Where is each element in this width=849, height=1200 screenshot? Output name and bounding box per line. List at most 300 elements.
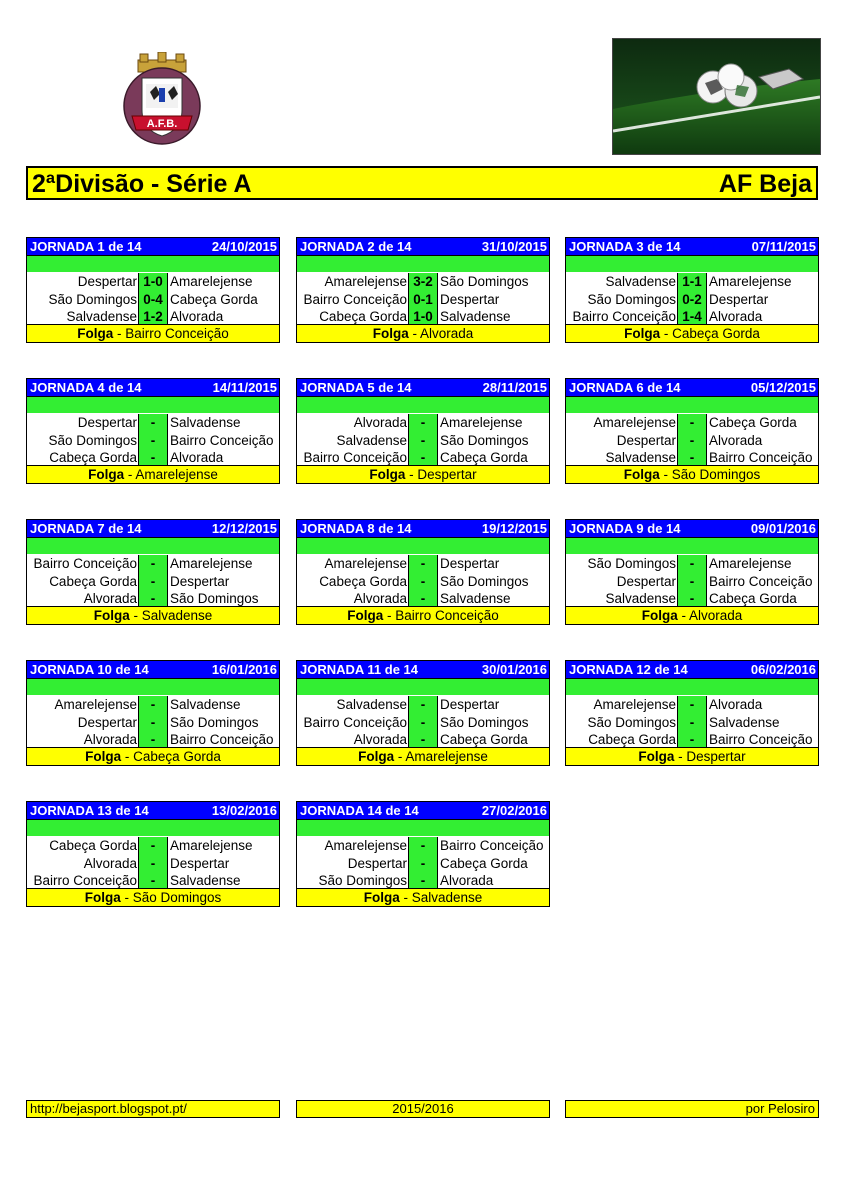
folga-team: Bairro Conceição [125, 326, 229, 341]
round-header [566, 520, 818, 537]
away-team: Alvorada [440, 873, 494, 888]
round-table-12 [565, 660, 819, 766]
folga-label: Folga [85, 749, 122, 764]
round-header [566, 238, 818, 255]
folga-label: Folga [624, 326, 661, 341]
round-label: JORNADA 8 de 14 [300, 521, 412, 536]
away-team: Despertar [709, 291, 769, 307]
round-date: 06/02/2016 [750, 662, 816, 677]
match-score: - [677, 414, 707, 432]
folga-team: São Domingos [132, 890, 222, 905]
folga-separator: - [129, 608, 142, 623]
away-team: Alvorada [170, 450, 224, 465]
match-score: - [408, 837, 438, 855]
logo-text: A.F.B. [146, 118, 178, 130]
round-header [297, 520, 549, 537]
match-row [297, 855, 549, 873]
round-table-4 [26, 378, 280, 484]
away-team: Bairro Conceição [440, 838, 544, 853]
away-team: Despertar [440, 697, 500, 712]
folga-separator: - [120, 890, 133, 905]
round-spacer [297, 537, 549, 554]
round-label: JORNADA 3 de 14 [569, 239, 681, 254]
home-team: Despertar [77, 415, 137, 430]
match-score: - [408, 696, 438, 714]
away-team: Salvadense [440, 309, 511, 324]
away-team: Salvadense [170, 415, 241, 430]
round-date: 31/10/2015 [481, 239, 547, 254]
footer-url-text[interactable]: http://bejasport.blogspot.pt/ [30, 1101, 187, 1116]
round-table-6 [565, 378, 819, 484]
match-score: - [138, 573, 168, 591]
round-header [27, 802, 279, 819]
match-row [566, 273, 818, 291]
match-score: 0-4 [138, 291, 168, 309]
round-table-7 [26, 519, 280, 625]
away-team: Amarelejense [709, 274, 792, 289]
round-label: JORNADA 10 de 14 [30, 662, 149, 677]
footer-author-text: por Pelosiro [745, 1101, 815, 1116]
round-table-10 [26, 660, 280, 766]
round-header [27, 238, 279, 255]
round-spacer [566, 537, 818, 554]
folga-separator: - [405, 467, 418, 482]
home-team: Bairro Conceição [303, 450, 407, 465]
round-spacer [297, 255, 549, 272]
round-date: 30/01/2016 [481, 662, 547, 677]
round-table-9 [565, 519, 819, 625]
round-label: JORNADA 5 de 14 [300, 380, 412, 395]
folga-separator: - [124, 467, 136, 482]
away-team: Cabeça Gorda [170, 291, 258, 307]
folga-label: Folga [369, 467, 406, 482]
folga-team: Salvadense [141, 608, 213, 623]
home-team: Amarelejense [54, 697, 137, 712]
round-date: 24/10/2015 [211, 239, 277, 254]
folga-row [27, 888, 279, 906]
match-score: - [138, 837, 168, 855]
round-table-5 [296, 378, 550, 484]
folga-separator: - [383, 608, 396, 623]
home-team: Alvorada [83, 855, 137, 871]
match-row [566, 449, 818, 467]
away-team: Bairro Conceição [709, 450, 813, 465]
match-row [27, 308, 279, 326]
folga-row [297, 747, 549, 765]
home-team: Cabeça Gorda [49, 838, 137, 853]
match-score: - [408, 590, 438, 608]
round-header [566, 661, 818, 678]
folga-separator: - [659, 467, 672, 482]
folga-separator: - [394, 749, 406, 764]
folga-label: Folga [347, 608, 384, 623]
match-score: 0-1 [408, 291, 438, 309]
match-score: - [138, 872, 168, 890]
away-team: Cabeça Gorda [709, 415, 797, 430]
folga-label: Folga [641, 608, 678, 623]
folga-row [566, 747, 818, 765]
match-score: - [138, 731, 168, 749]
match-row [566, 590, 818, 608]
home-team: Despertar [77, 274, 137, 289]
match-score: - [677, 555, 707, 573]
round-spacer [27, 537, 279, 554]
folga-separator: - [660, 326, 673, 341]
match-row [27, 855, 279, 873]
match-row [566, 308, 818, 326]
folga-label: Folga [84, 890, 121, 905]
home-team: Amarelejense [324, 838, 407, 853]
home-team: São Domingos [587, 556, 676, 571]
match-row [566, 555, 818, 573]
match-row [297, 696, 549, 714]
round-label: JORNADA 12 de 14 [569, 662, 688, 677]
match-score: - [138, 696, 168, 714]
away-team: São Domingos [440, 714, 529, 730]
round-label: JORNADA 7 de 14 [30, 521, 142, 536]
home-team: São Domingos [48, 291, 137, 307]
match-score: - [677, 590, 707, 608]
footer-author [565, 1100, 819, 1118]
away-team: Alvorada [709, 432, 763, 448]
round-label: JORNADA 9 de 14 [569, 521, 681, 536]
away-team: São Domingos [440, 432, 529, 448]
folga-label: Folga [372, 326, 409, 341]
match-score: 3-2 [408, 273, 438, 291]
match-score: - [408, 731, 438, 749]
match-score: - [677, 432, 707, 450]
footer-season [296, 1100, 550, 1118]
away-team: Amarelejense [170, 556, 253, 571]
folga-row [27, 324, 279, 342]
round-header [566, 379, 818, 396]
round-spacer [297, 678, 549, 695]
round-spacer [297, 396, 549, 413]
match-row [566, 714, 818, 732]
match-score: - [677, 573, 707, 591]
away-team: São Domingos [440, 573, 529, 589]
match-row [297, 449, 549, 467]
round-table-2 [296, 237, 550, 343]
folga-label: Folga [638, 749, 675, 764]
folga-team: Amarelejense [405, 749, 488, 764]
home-team: Despertar [77, 714, 137, 730]
match-row [297, 273, 549, 291]
match-row [27, 872, 279, 890]
home-team: Bairro Conceição [572, 309, 676, 324]
folga-label: Folga [93, 608, 130, 623]
match-score: 1-0 [138, 273, 168, 291]
folga-team: Amarelejense [135, 467, 218, 482]
round-date: 09/01/2016 [750, 521, 816, 536]
match-row [297, 590, 549, 608]
match-score: - [138, 432, 168, 450]
round-label: JORNADA 14 de 14 [300, 803, 419, 818]
folga-team: Despertar [686, 749, 746, 764]
match-score: 0-2 [677, 291, 707, 309]
away-team: Despertar [440, 556, 500, 571]
home-team: Despertar [347, 855, 407, 871]
match-score: - [408, 573, 438, 591]
folga-row [27, 606, 279, 624]
round-spacer [27, 819, 279, 836]
folga-team: Salvadense [411, 890, 483, 905]
title-bar [26, 166, 818, 200]
folga-team: Alvorada [419, 326, 474, 341]
match-row [297, 731, 549, 749]
away-team: São Domingos [170, 591, 259, 606]
round-date: 12/12/2015 [211, 521, 277, 536]
match-score: - [408, 872, 438, 890]
home-team: Cabeça Gorda [588, 732, 676, 747]
round-spacer [27, 396, 279, 413]
home-team: Cabeça Gorda [319, 573, 407, 589]
footer-season-text: 2015/2016 [392, 1101, 454, 1116]
match-row [27, 432, 279, 450]
folga-row [566, 324, 818, 342]
footer-url[interactable] [26, 1100, 280, 1118]
round-table-8 [296, 519, 550, 625]
home-team: Alvorada [353, 591, 407, 606]
away-team: Salvadense [709, 714, 780, 730]
folga-label: Folga [358, 749, 395, 764]
match-row [27, 731, 279, 749]
association-name: AF Beja [718, 170, 812, 198]
folga-row [566, 606, 818, 624]
match-score: 1-4 [677, 308, 707, 326]
home-team: Alvorada [353, 732, 407, 747]
round-label: JORNADA 6 de 14 [569, 380, 681, 395]
match-row [27, 555, 279, 573]
round-label: JORNADA 4 de 14 [30, 380, 142, 395]
home-team: Amarelejense [324, 556, 407, 571]
round-table-3 [565, 237, 819, 343]
match-row [297, 291, 549, 309]
match-row [297, 432, 549, 450]
folga-label: Folga [77, 326, 114, 341]
match-score: - [138, 855, 168, 873]
match-row [566, 414, 818, 432]
home-team: Salvadense [66, 309, 137, 324]
away-team: São Domingos [440, 274, 529, 289]
away-team: Amarelejense [440, 415, 523, 430]
round-table-13 [26, 801, 280, 907]
round-date: 28/11/2015 [482, 380, 547, 395]
away-team: Bairro Conceição [170, 732, 274, 747]
match-row [27, 449, 279, 467]
home-team: Bairro Conceição [303, 291, 407, 307]
round-label: JORNADA 13 de 14 [30, 803, 149, 818]
round-date: 05/12/2015 [750, 380, 816, 395]
round-header [27, 379, 279, 396]
folga-row [297, 888, 549, 906]
home-team: Bairro Conceição [33, 873, 137, 888]
match-row [566, 573, 818, 591]
match-score: 1-1 [677, 273, 707, 291]
home-team: Cabeça Gorda [319, 309, 407, 324]
home-team: São Domingos [587, 291, 676, 307]
match-row [566, 291, 818, 309]
round-table-1 [26, 237, 280, 343]
afb-crest-logo [118, 52, 206, 146]
match-row [297, 573, 549, 591]
round-date: 14/11/2015 [212, 380, 277, 395]
home-team: Despertar [616, 573, 676, 589]
folga-label: Folga [88, 467, 125, 482]
match-score: - [138, 449, 168, 467]
round-spacer [566, 678, 818, 695]
round-spacer [27, 255, 279, 272]
round-header [297, 379, 549, 396]
football-photo [612, 38, 821, 155]
away-team: Bairro Conceição [709, 573, 813, 589]
folga-team: Alvorada [688, 608, 743, 623]
match-score: - [677, 449, 707, 467]
home-team: Salvadense [605, 591, 676, 606]
match-score: - [677, 696, 707, 714]
match-score: - [408, 414, 438, 432]
home-team: Amarelejense [593, 697, 676, 712]
away-team: Amarelejense [170, 274, 253, 289]
match-row [297, 308, 549, 326]
round-date: 13/02/2016 [211, 803, 277, 818]
folga-separator: - [121, 749, 134, 764]
folga-team: Bairro Conceição [395, 608, 499, 623]
folga-separator: - [399, 890, 412, 905]
round-header [27, 520, 279, 537]
round-label: JORNADA 2 de 14 [300, 239, 412, 254]
match-score: - [138, 555, 168, 573]
away-team: Cabeça Gorda [709, 591, 797, 606]
round-header [297, 802, 549, 819]
folga-row [566, 465, 818, 483]
folga-team: Cabeça Gorda [672, 326, 760, 341]
match-row [27, 590, 279, 608]
match-row [566, 731, 818, 749]
round-label: JORNADA 1 de 14 [30, 239, 142, 254]
away-team: Cabeça Gorda [440, 855, 528, 871]
away-team: Despertar [170, 855, 230, 871]
folga-team: Cabeça Gorda [133, 749, 221, 764]
folga-separator: - [113, 326, 126, 341]
round-spacer [566, 396, 818, 413]
home-team: Salvadense [605, 450, 676, 465]
folga-separator: - [674, 749, 687, 764]
match-row [27, 273, 279, 291]
division-title: 2ªDivisão - Série A [32, 170, 252, 198]
home-team: São Domingos [48, 432, 137, 448]
folga-team: Despertar [417, 467, 477, 482]
folga-separator: - [677, 608, 689, 623]
folga-row [297, 324, 549, 342]
folga-team: São Domingos [671, 467, 761, 482]
round-spacer [566, 255, 818, 272]
match-row [27, 696, 279, 714]
home-team: Cabeça Gorda [49, 450, 137, 465]
match-row [297, 555, 549, 573]
match-row [27, 414, 279, 432]
match-score: - [677, 714, 707, 732]
match-score: - [408, 855, 438, 873]
round-header [297, 661, 549, 678]
home-team: Alvorada [83, 591, 137, 606]
round-label: JORNADA 11 de 14 [300, 662, 419, 677]
match-row [297, 872, 549, 890]
folga-separator: - [408, 326, 420, 341]
match-row [27, 714, 279, 732]
round-date: 07/11/2015 [751, 239, 816, 254]
away-team: Amarelejense [709, 556, 792, 571]
home-team: Bairro Conceição [303, 714, 407, 730]
round-date: 19/12/2015 [481, 521, 547, 536]
match-score: - [408, 555, 438, 573]
round-table-14 [296, 801, 550, 907]
away-team: Cabeça Gorda [440, 732, 528, 747]
home-team: Amarelejense [593, 415, 676, 430]
home-team: Salvadense [605, 274, 676, 289]
match-row [566, 432, 818, 450]
folga-row [27, 747, 279, 765]
away-team: Salvadense [170, 697, 241, 712]
away-team: Bairro Conceição [709, 732, 813, 747]
match-row [297, 837, 549, 855]
folga-label: Folga [363, 890, 400, 905]
folga-row [297, 606, 549, 624]
match-score: - [138, 414, 168, 432]
match-row [297, 414, 549, 432]
match-row [297, 714, 549, 732]
match-score: - [408, 432, 438, 450]
match-score: 1-0 [408, 308, 438, 326]
away-team: Despertar [170, 573, 230, 589]
away-team: Alvorada [709, 697, 763, 712]
match-row [27, 837, 279, 855]
away-team: Alvorada [170, 309, 224, 324]
home-team: Salvadense [336, 432, 407, 448]
folga-row [27, 465, 279, 483]
home-team: São Domingos [587, 714, 676, 730]
away-team: Amarelejense [170, 838, 253, 853]
away-team: Salvadense [440, 591, 511, 606]
folga-label: Folga [623, 467, 660, 482]
match-score: 1-2 [138, 308, 168, 326]
round-header [297, 238, 549, 255]
home-team: Bairro Conceição [33, 556, 137, 571]
home-team: Alvorada [83, 732, 137, 747]
match-score: - [677, 731, 707, 749]
match-score: - [138, 714, 168, 732]
match-row [27, 573, 279, 591]
away-team: Salvadense [170, 873, 241, 888]
match-score: - [138, 590, 168, 608]
round-header [27, 661, 279, 678]
away-team: Bairro Conceição [170, 432, 274, 448]
round-date: 27/02/2016 [481, 803, 547, 818]
match-row [27, 291, 279, 309]
round-table-11 [296, 660, 550, 766]
match-score: - [408, 449, 438, 467]
round-spacer [297, 819, 549, 836]
home-team: São Domingos [318, 873, 407, 888]
home-team: Alvorada [353, 415, 407, 430]
folga-row [297, 465, 549, 483]
home-team: Salvadense [336, 697, 407, 712]
away-team: Despertar [440, 291, 500, 307]
round-spacer [27, 678, 279, 695]
home-team: Amarelejense [324, 274, 407, 289]
home-team: Cabeça Gorda [49, 573, 137, 589]
round-date: 16/01/2016 [211, 662, 277, 677]
